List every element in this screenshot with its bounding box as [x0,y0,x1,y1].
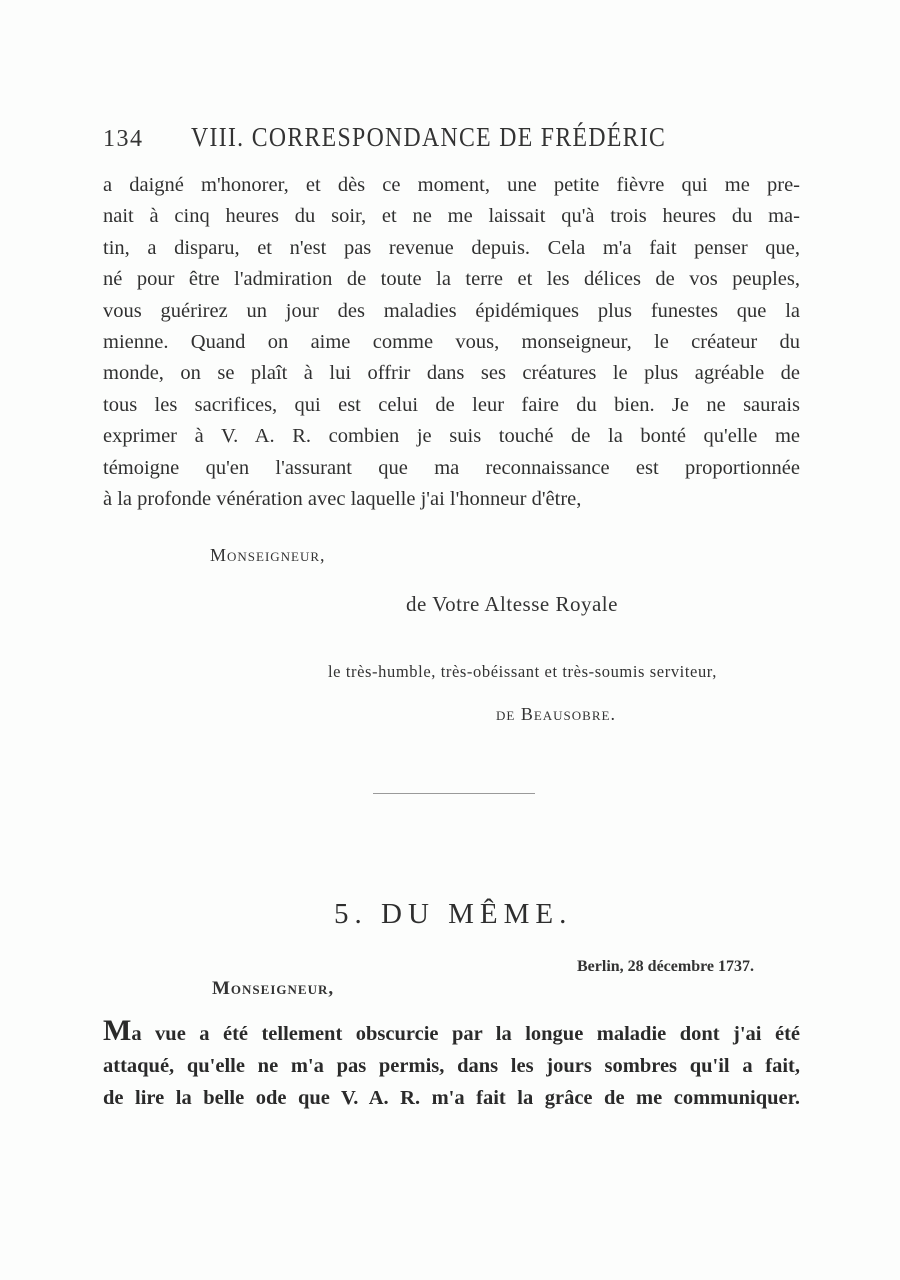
page-number: 134 [103,126,144,152]
letter-4-closing-formula: de Votre Altesse Royale [406,592,618,616]
section-divider [373,793,535,794]
text-line-first [103,1014,800,1050]
text-line: vous guérirez un jour des maladies épidémiques plus funestes que la [103,299,800,322]
text-line-rest: a vue a été tellement obscurcie par la longue maladie dont j'ai été [131,1023,800,1045]
text-line: à la profonde vénération avec laquelle j'ai l'honneur d'être, [103,487,582,510]
text-line: né pour être l'admiration de toute la terre et les délices de vos peuples, [103,268,800,291]
text-line: monde, on se plaît à lui offrir dans ses créatures le plus agréable de [103,362,800,385]
text-line: attaqué, qu'elle ne m'a pas permis, dans les jours sombres qu'il a fait, [103,1055,800,1077]
letter-4-closing-servant: le très-humble, très-obéissant et très-soumis serviteur, [328,662,717,681]
letter-4-signature: de Beausobre. [496,704,616,724]
letter-4-salutation: Monseigneur, [210,545,326,565]
text-line: exprimer à V. A. R. combien je suis touché de la bonté qu'elle me [103,425,800,448]
text-line: a daigné m'honorer, et dès ce moment, une petite fièvre qui me pre- [103,174,800,196]
letter-5-salutation: Monseigneur, [212,978,335,999]
text-line: tin, a disparu, et n'est pas revenue depuis. Cela m'a fait penser que, [103,236,800,259]
letter-5-paragraph [103,1014,800,1114]
letter-4-paragraph [103,170,800,515]
running-head-title: VIII. CORRESPONDANCE DE FRÉDÉRIC [191,122,667,152]
letter-5-dateline: Berlin, 28 décembre 1737. [577,958,755,975]
text-line: nait à cinq heures du soir, et ne me laissait qu'à trois heures du ma- [103,205,800,228]
text-line: tous les sacrifices, qui est celui de leur faire du bien. Je ne saurais [103,393,800,416]
letter-5-heading: 5. DU MÊME. [334,898,573,930]
text-line: de lire la belle ode que V. A. R. m'a fait la grâce de me communiquer. [103,1087,800,1109]
text-line: mienne. Quand on aime comme vous, monseigneur, le créateur du [103,330,800,353]
text-line: témoigne qu'en l'assurant que ma reconnaissance est proportionnée [103,456,800,479]
running-head [103,122,803,153]
drop-cap: M [103,1014,132,1047]
